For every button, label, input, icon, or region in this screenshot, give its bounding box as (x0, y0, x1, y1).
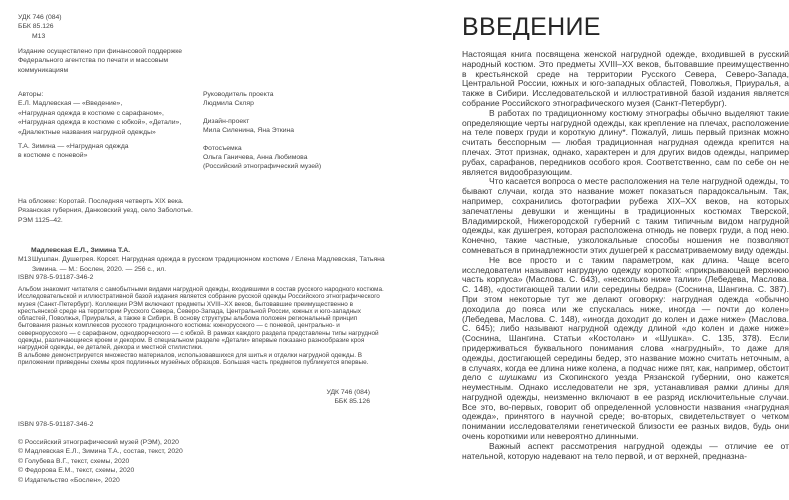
chapter-title: ВВЕДЕНИЕ (462, 13, 601, 41)
cover-note-line: Рязанская губерния, Данковский уезд, село Заболотье. (18, 207, 193, 215)
funding-note (18, 47, 182, 75)
copyright-line: © Федорова Е.М., текст, схемы, 2020 (18, 467, 135, 475)
intro-paragraph: Важный аспект рассмотрения нагрудной одежды — отличие ее от нательной, которую надевают на тело первой, и от верхней, предназна- (462, 440, 789, 461)
copyright-line: © Издательство «Бослен», 2020 (18, 476, 120, 484)
intro-paragraph (462, 256, 789, 442)
isbn: ISBN 978-5-91187-346-2 (18, 274, 94, 281)
intro-paragraph: Что касается вопроса о месте расположения на теле нагрудной одежды, то бывают случаи, когда это название может показаться парадоксальным. Так, например, сохранились фотографии рубежа XIX–XX веков, на которых запечатлены девушки и женщины в традиционных костюмах Тверской, Владимирской, Нижегородской губерний с таким типичным видом нагрудной одежды, как душегрея, которая расположена отнюдь не поверх груди, а под нею. Конечно, такие частные, узколокальные способы ношения не позволяют сомневаться в принадлежности этих душегрей к рассматриваемому виду одежды. (462, 176, 789, 255)
copyright-line: © Голубева В.Г., текст, схемы, 2020 (18, 457, 130, 465)
author-line: «Нагрудная одежда в костюме с сарафаном», (18, 109, 164, 117)
author-line: «Нагрудная одежда в костюме с юбкой», «Детали», (18, 119, 182, 127)
funding-line: Федерального агентства по печати и массовым (18, 57, 169, 65)
bbk-number: ББК 85.126 (18, 23, 54, 31)
copyright-line: © Российский этнографический музей (РЭМ), 2020 (18, 439, 179, 446)
intro-body (462, 50, 789, 461)
author-line: в костюме с поневой» (18, 152, 88, 160)
classification-block-top (18, 13, 62, 41)
classification-block-bottom (18, 388, 370, 407)
authors-heading: Авторы: (18, 91, 44, 98)
bib-index: М13 (18, 256, 32, 264)
bbk-number: ББК 85.126 (334, 398, 370, 406)
funding-line: Издание осуществлено при финансовой поддержке (18, 48, 183, 55)
credits-lead (203, 90, 389, 109)
isbn-bottom: ISBN 978-5-91187-346-2 (18, 421, 94, 428)
credits-org: (Российский этнографический музей) (203, 163, 322, 171)
credits-photo (203, 144, 389, 172)
credits-role: Фотосъемка (203, 144, 242, 152)
italic-term: шушками (499, 372, 537, 383)
annotation-paragraph: Альбом знакомит читателя с самобытными видами нагрудной одежды, входившими в состав русского народного костюма. Исследовательской и иллюстративной базой издания является собрание русской одежды Российского этнографического музея (Санкт-Петербург). Коллекции РЭМ включают предметы XVIII–XX веков, бытовавшие преимущественно в крестьянской среде на территории Русского Севера, Северо-Запада, Центральной России, южных и юго-западных областей, Поволжья, Приуралья, а также в Сибири. В основу структуры альбома положен региональный принцип бытования разных комплексов русского традиционного костюма: южнорусского — с поневой, центрально- и севернорусского — с сарафаном, однодворческого — с юбкой. В рамках каждого раздела представлены типы нагрудной одежды, различающиеся кроем и декором. В специальном разделе «Детали» впервые показано разнообразие кроя нагрудной одежды, ее деталей, декора и местной стилистики. (18, 286, 384, 352)
udk-number: УДК 746 (084) (18, 14, 62, 21)
intro-paragraph: В работах по традиционному костюму этнографы обычно выделяют такие определяющие черты нагрудной одежды, как крепление на плечах, расположение на теле поверх груди и короткую длину*. Пожалуй, лишь первый признак можно считать бесспорным — любая традиционная нагрудная одежда крепится на плечах. Этот признак, однако, характерен и для других видов одежды, например рубах, сарафанов, передников особого кроя. Соответственно, сам по себе он не является видообразующим. (462, 107, 789, 177)
classification-code: М13 (32, 32, 46, 40)
cover-note (18, 197, 193, 225)
intro-paragraph-text: из Скопинского уезда Рязанской губернии, оно кажется неуместным. Однако исследователи не зря, устанавливая рамки длины для нагрудной одежды, неизменно включают в ее разряд исключительные случаи. Все это, во-первых, говорит об определенной условности названия «нагрудная одежда», принятого в научной среде; во-вторых, свидетельствует о четком понимании исследователями генетической близости ее разных видов, будь они очень короткими или невероятно длинными. (462, 372, 789, 442)
author-line: Т.А. Зимина — «Нагрудная одежда (18, 143, 129, 151)
credits-design (203, 117, 389, 136)
credits-names: Мила Силенина, Яна Эткина (203, 127, 295, 135)
cover-note-line: На обложке: Коротай. Последняя четверть XIX века. (18, 198, 184, 205)
bibliographic-record (18, 246, 390, 274)
intro-paragraph-text: Не все просто и с таким параметром, как длина. Чаще всего исследователи называют нагрудную одежду короткой: «прикрывающей верхнюю часть корпуса» (Маслова. С. 643), «несколько ниже талии» (Лебедева, Маслова. С. 148), «достигающей талии или середины бедра» (Соснина, Шангина. С. 387). При этом некоторые тут же делают оговорку: нагрудная одежда «обычно доходила до пояса или же спускалась ниже, иногда — почти до колен» (Лебедева, Маслова. С. 148), «иногда доходит до колен и даже ниже» (Маслова. С. 645); либо называют нагрудной одежду длиной «до колен и даже ниже» (Соснина, Шангина. Статьи «Костолан» и «Шушка». С. 135, 378). Если придерживаться буквального понимания слова «нагрудный», то даже для одежды, достигающей середины бедер, это название можно считать неточным, а в случаях, когда ее длина ниже колена, а подчас ниже пят, как, например, обстоит дело с (462, 254, 789, 383)
funding-line: коммуникациям (18, 66, 69, 74)
author-line: Е.Л. Мадлевская — «Введение», (18, 100, 123, 108)
authors-block (18, 90, 200, 161)
credits-block (203, 90, 389, 180)
intro-paragraph: Настоящая книга посвящена женской нагрудной одежде, входившей в русский народный костюм. Это предметы XVIII–XX веков, бытовавшие преимущественно в крестьянской среде на территории Русского Севера, Северо-Запада, Центральной России, южных и юго-западных областей, Поволжья, Приуралья, а также в Сибири. Исследовательской и иллюстративной базой издания является собрание Российского этнографического музея (Санкт-Петербург). (462, 49, 789, 108)
annotation (18, 286, 390, 366)
credits-names: Ольга Ганичева, Анна Любимова (203, 154, 308, 162)
credits-role: Дизайн-проект (203, 117, 250, 125)
copyright-block (18, 438, 183, 485)
udk-number: УДК 746 (084) (326, 389, 370, 396)
copyright-line: © Мадлевская Е.Л., Зимина Т.А., состав, текст, 2020 (18, 448, 183, 456)
credits-role: Руководитель проекта (203, 91, 274, 98)
cover-note-line: РЭМ 1125–42. (18, 216, 63, 224)
annotation-paragraph: В альбоме демонстрируется множество материалов, использовавшихся для шитья и отделки нагрудной одежды. В приложении приведены схемы кроя подлинных музейных образцов. Большая часть предметов публикуется впервые. (18, 351, 369, 366)
credits-names: Людмила Скляр (203, 100, 254, 108)
bib-entry: Шушпан. Душегрея. Корсет. Нагрудная одежда в русском традиционном костюме / Елена Мадлевская, Татьяна Зимина. — М.: Бослен, 2020. — 256 с., ил. (32, 256, 385, 273)
author-line: «Диалектные названия нагрудной одежды» (18, 128, 156, 136)
bib-authors: Мадлевская Е.Л., Зимина Т.А. (31, 247, 131, 254)
